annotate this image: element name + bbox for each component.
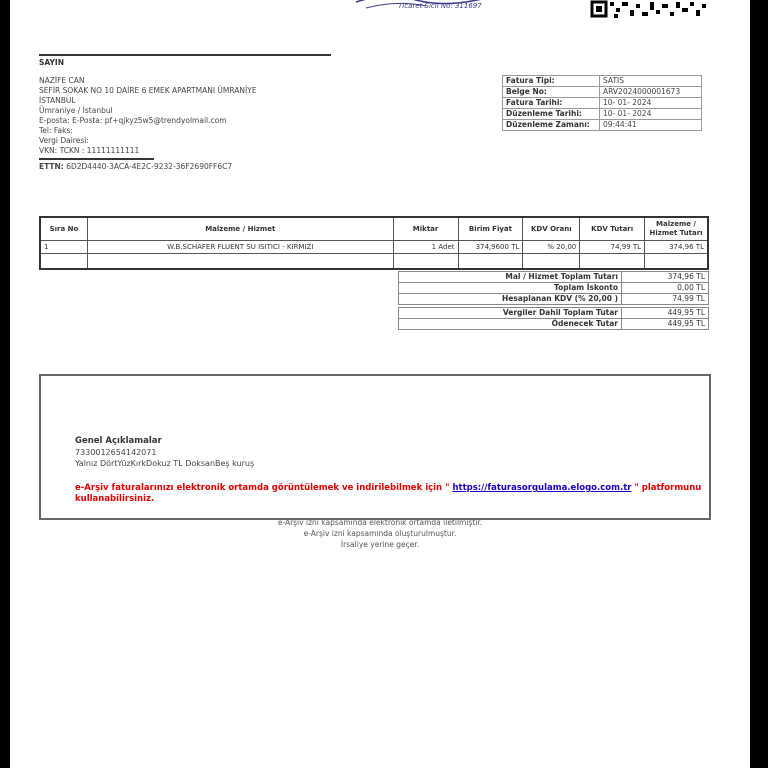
buyer-city: İSTANBUL	[39, 96, 76, 105]
info-label: Düzenleme Zamanı:	[503, 120, 600, 131]
buyer-title: SAYIN	[39, 58, 64, 67]
buyer-bottom-rule	[39, 158, 154, 160]
totals-label: Ödenecek Tutar	[399, 319, 622, 330]
buyer-tax-office: Vergi Dairesi:	[39, 136, 89, 145]
totals-row	[399, 308, 709, 319]
col-header-row-no: Sıra No	[40, 217, 87, 241]
cell-line-total: 374,96 TL	[645, 241, 708, 254]
cell-qty: 1 Adet	[393, 241, 458, 254]
empty-cell	[40, 254, 87, 270]
empty-cell	[458, 254, 523, 270]
warning-prefix: e-Arşiv faturalarınızı elektronik ortamda görüntülemek ve indirilebilmek için "	[75, 483, 453, 493]
cell-item: W.B.SCHAFER FLUENT SU ISITICI - KIRMIZI	[87, 241, 393, 254]
empty-cell	[645, 254, 708, 270]
totals-row	[399, 294, 709, 305]
totals-label: Toplam İskonto	[399, 283, 622, 294]
buyer-phone-fax: Tel: Faks:	[39, 126, 73, 135]
info-row	[503, 109, 702, 120]
qr-code-graphic	[590, 0, 710, 20]
buyer-top-rule	[39, 54, 331, 56]
stamp-text: Ticaret Sicil No: 311697	[398, 2, 482, 10]
info-label: Düzenleme Tarihi:	[503, 109, 600, 120]
buyer-name: NAZİFE CAN	[39, 76, 85, 85]
totals-value: 449,95 TL	[622, 308, 709, 319]
table-row	[40, 241, 708, 254]
qr-code	[590, 0, 710, 20]
buyer-district: Ümraniye / İstanbul	[39, 106, 113, 115]
col-header-item: Malzeme / Hizmet	[87, 217, 393, 241]
col-header-unit-price: Birim Fiyat	[458, 217, 523, 241]
info-value: 10- 01- 2024	[600, 109, 702, 120]
empty-cell	[523, 254, 580, 270]
buyer-address: SEFİR SOKAK NO 10 DAİRE 6 EMEK APARTMANI ÜMRANİYE	[39, 86, 257, 95]
cell-vat-rate: % 20,00	[523, 241, 580, 254]
totals-row	[399, 283, 709, 294]
earchive-query-link[interactable]: https://faturasorgulama.elogo.com.tr	[452, 483, 632, 493]
col-header-qty: Miktar	[393, 217, 458, 241]
warning-suffix: " platformunu kullanabilirsiniz.	[75, 483, 702, 504]
cell-vat-amount: 74,99 TL	[580, 241, 645, 254]
footer-line-2: e-Arşiv izni kapsamında oluşturulmuştur.	[303, 529, 457, 538]
info-value: 10- 01- 2024	[600, 98, 702, 109]
empty-cell	[87, 254, 393, 270]
ettn-label: ETTN:	[39, 162, 64, 171]
totals-row	[399, 319, 709, 330]
notes-box	[39, 374, 711, 520]
invoice-info-table	[502, 75, 702, 131]
info-value: 09:44:41	[600, 120, 702, 131]
info-row	[503, 120, 702, 131]
info-row	[503, 98, 702, 109]
earchive-warning	[75, 483, 705, 505]
col-header-vat-amount: KDV Tutarı	[580, 217, 645, 241]
totals-value: 449,95 TL	[622, 319, 709, 330]
notes-title: Genel Açıklamalar	[75, 436, 162, 446]
empty-cell	[393, 254, 458, 270]
buyer-email: E-posta: E-Posta: pf+qjkyz5w5@trendyolmail.com	[39, 116, 227, 125]
buyer-block	[39, 58, 339, 156]
totals-row	[399, 272, 709, 283]
notes-number: 7330012654142071	[75, 448, 157, 457]
footer	[10, 517, 750, 550]
totals-label: Vergiler Dahil Toplam Tutar	[399, 308, 622, 319]
items-header-row	[40, 217, 708, 241]
totals-label: Mal / Hizmet Toplam Tutarı	[399, 272, 622, 283]
ettn-value: 6D2D4440-3ACA-4E2C-9232-36F2690FF6C7	[66, 162, 233, 171]
cell-unit-price: 374,9600 TL	[458, 241, 523, 254]
invoice-page	[10, 0, 750, 768]
company-stamp	[346, 0, 496, 22]
info-label: Fatura Tipi:	[503, 76, 600, 87]
totals-label: Hesaplanan KDV (% 20,00 )	[399, 294, 622, 305]
info-row	[503, 87, 702, 98]
cell-row-no: 1	[40, 241, 87, 254]
items-table	[39, 216, 709, 270]
col-header-vat-rate: KDV Oranı	[523, 217, 580, 241]
totals-value: 0,00 TL	[622, 283, 709, 294]
totals-value: 374,96 TL	[622, 272, 709, 283]
empty-cell	[580, 254, 645, 270]
buyer-tax-id: VKN: TCKN : 11111111111	[39, 146, 140, 155]
notes-amount-words: Yalnız DörtYüzKırkDokuz TL DoksanBeş kuruş	[75, 459, 255, 468]
info-label: Belge No:	[503, 87, 600, 98]
table-row-empty	[40, 254, 708, 270]
ettn-line	[39, 162, 232, 172]
info-label: Fatura Tarihi:	[503, 98, 600, 109]
col-header-line-total: Malzeme / Hizmet Tutarı	[645, 217, 708, 241]
info-row	[503, 76, 702, 87]
info-value: ARV2024000001673	[600, 87, 702, 98]
info-value: SATIS	[600, 76, 702, 87]
totals-table	[398, 271, 709, 330]
footer-line-3: İrsaliye yerine geçer.	[340, 540, 420, 549]
totals-value: 74,99 TL	[622, 294, 709, 305]
footer-line-1: e-Arşiv izni kapsamında elektronik ortamda iletilmiştir.	[277, 518, 483, 527]
notes-content	[75, 436, 705, 505]
